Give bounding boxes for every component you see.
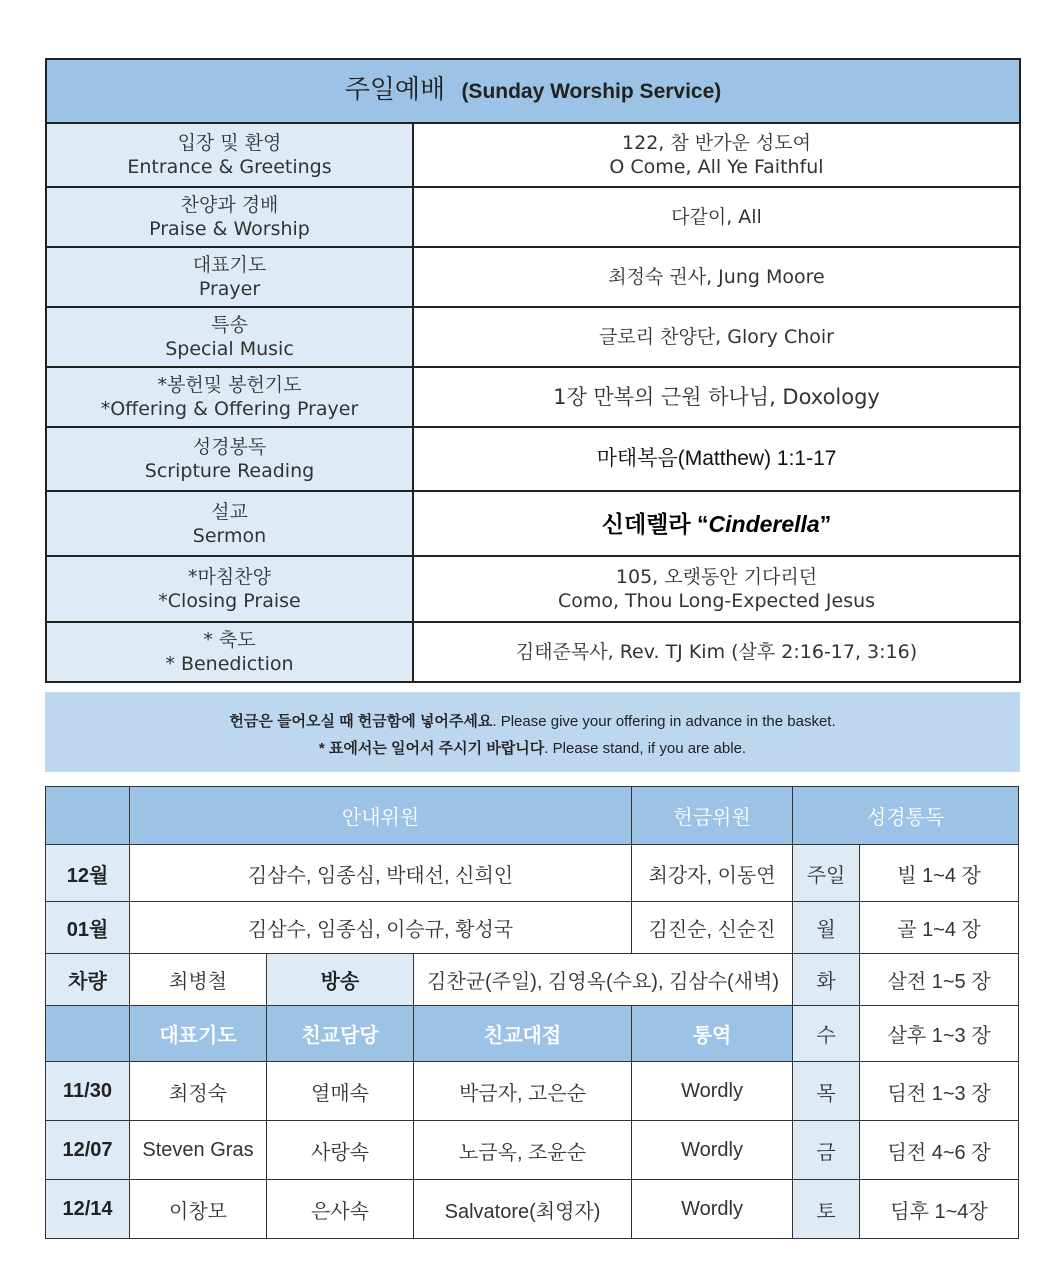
order-label-ko: 찬양과 경배: [180, 194, 279, 216]
sermon-title: [413, 491, 1020, 556]
subheader-hospitality: 친교대접: [414, 1006, 632, 1062]
worship-title-en: (Sunday Worship Service): [461, 80, 722, 103]
order-label-ko: 특송: [211, 314, 248, 336]
order-value-line1: 1장 만복의 근원 하나님, Doxology: [553, 385, 880, 409]
order-row-entrance: [46, 123, 1020, 187]
order-label: [46, 247, 413, 307]
week-date: 11/30: [46, 1062, 130, 1121]
order-value-line1: 글로리 찬양단, Glory Choir: [599, 326, 834, 348]
order-label: [46, 123, 413, 187]
offering-cell: 김진순, 신순진: [632, 902, 793, 954]
week-hospitality: Salvatore(최영자): [414, 1180, 632, 1239]
order-label-ko: 대표기도: [192, 254, 267, 276]
order-value: [413, 622, 1020, 682]
order-label: [46, 307, 413, 367]
header-bible-reading: 성경통독: [793, 787, 1019, 845]
week-date: 12/14: [46, 1180, 130, 1239]
roster-table: [45, 786, 1019, 1239]
month-label: 12월: [46, 845, 130, 902]
order-label-en: Entrance & Greetings: [127, 156, 332, 178]
subheader-prayer: 대표기도: [130, 1006, 267, 1062]
order-label-ko: 입장 및 환영: [177, 132, 282, 154]
subheader-interpret: 통역: [632, 1006, 793, 1062]
order-label: [46, 367, 413, 427]
notice-offering: [45, 710, 1020, 731]
order-row-prayer: [46, 247, 1020, 307]
notice-stand-ko: 표에서는 일어서 주시기 바랍니다: [328, 740, 545, 757]
reading-passage: 딤전 4~6 장: [860, 1121, 1019, 1180]
order-label-ko: 설교: [211, 500, 248, 523]
week-prayer: 최정숙: [130, 1062, 267, 1121]
reading-passage: 딤전 1~3 장: [860, 1062, 1019, 1121]
order-label: [46, 556, 413, 622]
order-label-en: Sermon: [192, 524, 267, 547]
subheader-fellowship: 친교담당: [267, 1006, 414, 1062]
reading-passage: 살후 1~3 장: [860, 1006, 1019, 1062]
order-value: [413, 427, 1020, 491]
notice-offering-ko: 헌금은 들어오실 때 헌금함에 넣어주세요: [229, 713, 493, 730]
week-date: 12/07: [46, 1121, 130, 1180]
reading-day: 금: [793, 1121, 860, 1180]
subheader-corner: [46, 1006, 130, 1062]
week-fellowship: 열매속: [267, 1062, 414, 1121]
reading-passage: 골 1~4 장: [860, 902, 1019, 954]
order-row-special-music: [46, 307, 1020, 367]
order-label-en: Prayer: [198, 278, 261, 300]
order-row-closing: [46, 556, 1020, 622]
vehicle-label: 차량: [46, 954, 130, 1006]
order-value: [413, 123, 1020, 187]
header-offering: 헌금위원: [632, 787, 793, 845]
order-label: [46, 622, 413, 682]
order-label-en: Praise & Worship: [149, 218, 310, 240]
notice-stand: [45, 737, 1020, 758]
order-row-praise: [46, 187, 1020, 247]
order-value-line1: 김태준목사, Rev. TJ Kim (살후 2:16-17, 3:16): [515, 641, 918, 663]
reading-day: 수: [793, 1006, 860, 1062]
week-fellowship: 은사속: [267, 1180, 414, 1239]
week-interpret: Wordly: [632, 1121, 793, 1180]
sermon-quote-end: ”: [819, 510, 832, 537]
month-label: 01월: [46, 902, 130, 954]
notice-offering-en: . Please give your offering in advance in the basket.: [492, 713, 836, 730]
week-interpret: Wordly: [632, 1180, 793, 1239]
order-label-ko: *마침찬양: [188, 566, 271, 588]
broadcast-cell: 김찬균(주일), 김영옥(수요), 김삼수(새벽): [414, 954, 793, 1006]
order-label-en: *Closing Praise: [158, 590, 301, 612]
order-value: [413, 367, 1020, 427]
roster-corner: [46, 787, 130, 845]
week-prayer: 이창모: [130, 1180, 267, 1239]
order-label-en: *Offering & Offering Prayer: [100, 398, 359, 420]
order-value-line2: Como, Thou Long-Expected Jesus: [557, 590, 876, 612]
order-label-ko: *봉헌및 봉헌기도: [157, 374, 302, 396]
order-row-scripture: [46, 427, 1020, 491]
order-value: [413, 307, 1020, 367]
reading-passage: 빌 1~4 장: [860, 845, 1019, 902]
header-ushers: 안내위원: [130, 787, 632, 845]
week-fellowship: 사랑속: [267, 1121, 414, 1180]
order-label-en: Special Music: [165, 338, 294, 360]
order-value-line1: 마태복음(Matthew) 1:1-17: [596, 447, 837, 470]
reading-day: 월: [793, 902, 860, 954]
order-row-sermon: [46, 491, 1020, 556]
order-row-benediction: [46, 622, 1020, 682]
week-hospitality: 박금자, 고은순: [414, 1062, 632, 1121]
reading-day: 토: [793, 1180, 860, 1239]
sermon-title-ko: 신데렐라 “: [601, 510, 709, 537]
reading-passage: 살전 1~5 장: [860, 954, 1019, 1006]
order-value: [413, 187, 1020, 247]
week-hospitality: 노금옥, 조윤순: [414, 1121, 632, 1180]
order-value: [413, 556, 1020, 622]
order-label-en: * Benediction: [165, 653, 294, 675]
order-label: [46, 427, 413, 491]
reading-day: 화: [793, 954, 860, 1006]
order-row-offering: [46, 367, 1020, 427]
order-value-line1: 최정숙 권사, Jung Moore: [608, 266, 825, 288]
order-label-ko: 성경봉독: [192, 436, 267, 458]
order-value-line1: 다같이, All: [671, 206, 762, 228]
order-label: [46, 187, 413, 247]
order-label-ko: * 축도: [203, 629, 256, 651]
reading-day: 주일: [793, 845, 860, 902]
worship-order-table: [45, 58, 1021, 683]
vehicle-name: 최병철: [130, 954, 267, 1006]
order-label: [46, 491, 413, 556]
reading-day: 목: [793, 1062, 860, 1121]
order-value-line2: O Come, All Ye Faithful: [609, 156, 824, 178]
sermon-title-en: Cinderella: [708, 510, 820, 537]
week-prayer: Steven Gras: [130, 1121, 267, 1180]
notice-band: [45, 692, 1020, 772]
ushers-cell: 김삼수, 임종심, 박태선, 신희인: [130, 845, 632, 902]
order-label-en: Scripture Reading: [144, 460, 315, 482]
notice-stand-en: . Please stand, if you are able.: [544, 740, 747, 757]
notice-stand-mark: *: [318, 740, 329, 757]
offering-cell: 최강자, 이동연: [632, 845, 793, 902]
ushers-cell: 김삼수, 임종심, 이승규, 황성국: [130, 902, 632, 954]
broadcast-label: 방송: [267, 954, 414, 1006]
worship-title-ko: 주일예배: [344, 75, 446, 105]
order-value-line1: 105, 오랫동안 기다리던: [615, 566, 818, 588]
worship-title: [46, 59, 1020, 123]
week-interpret: Wordly: [632, 1062, 793, 1121]
order-value: [413, 247, 1020, 307]
reading-passage: 딤후 1~4장: [860, 1180, 1019, 1239]
order-value-line1: 122, 참 반가운 성도여: [622, 132, 811, 154]
